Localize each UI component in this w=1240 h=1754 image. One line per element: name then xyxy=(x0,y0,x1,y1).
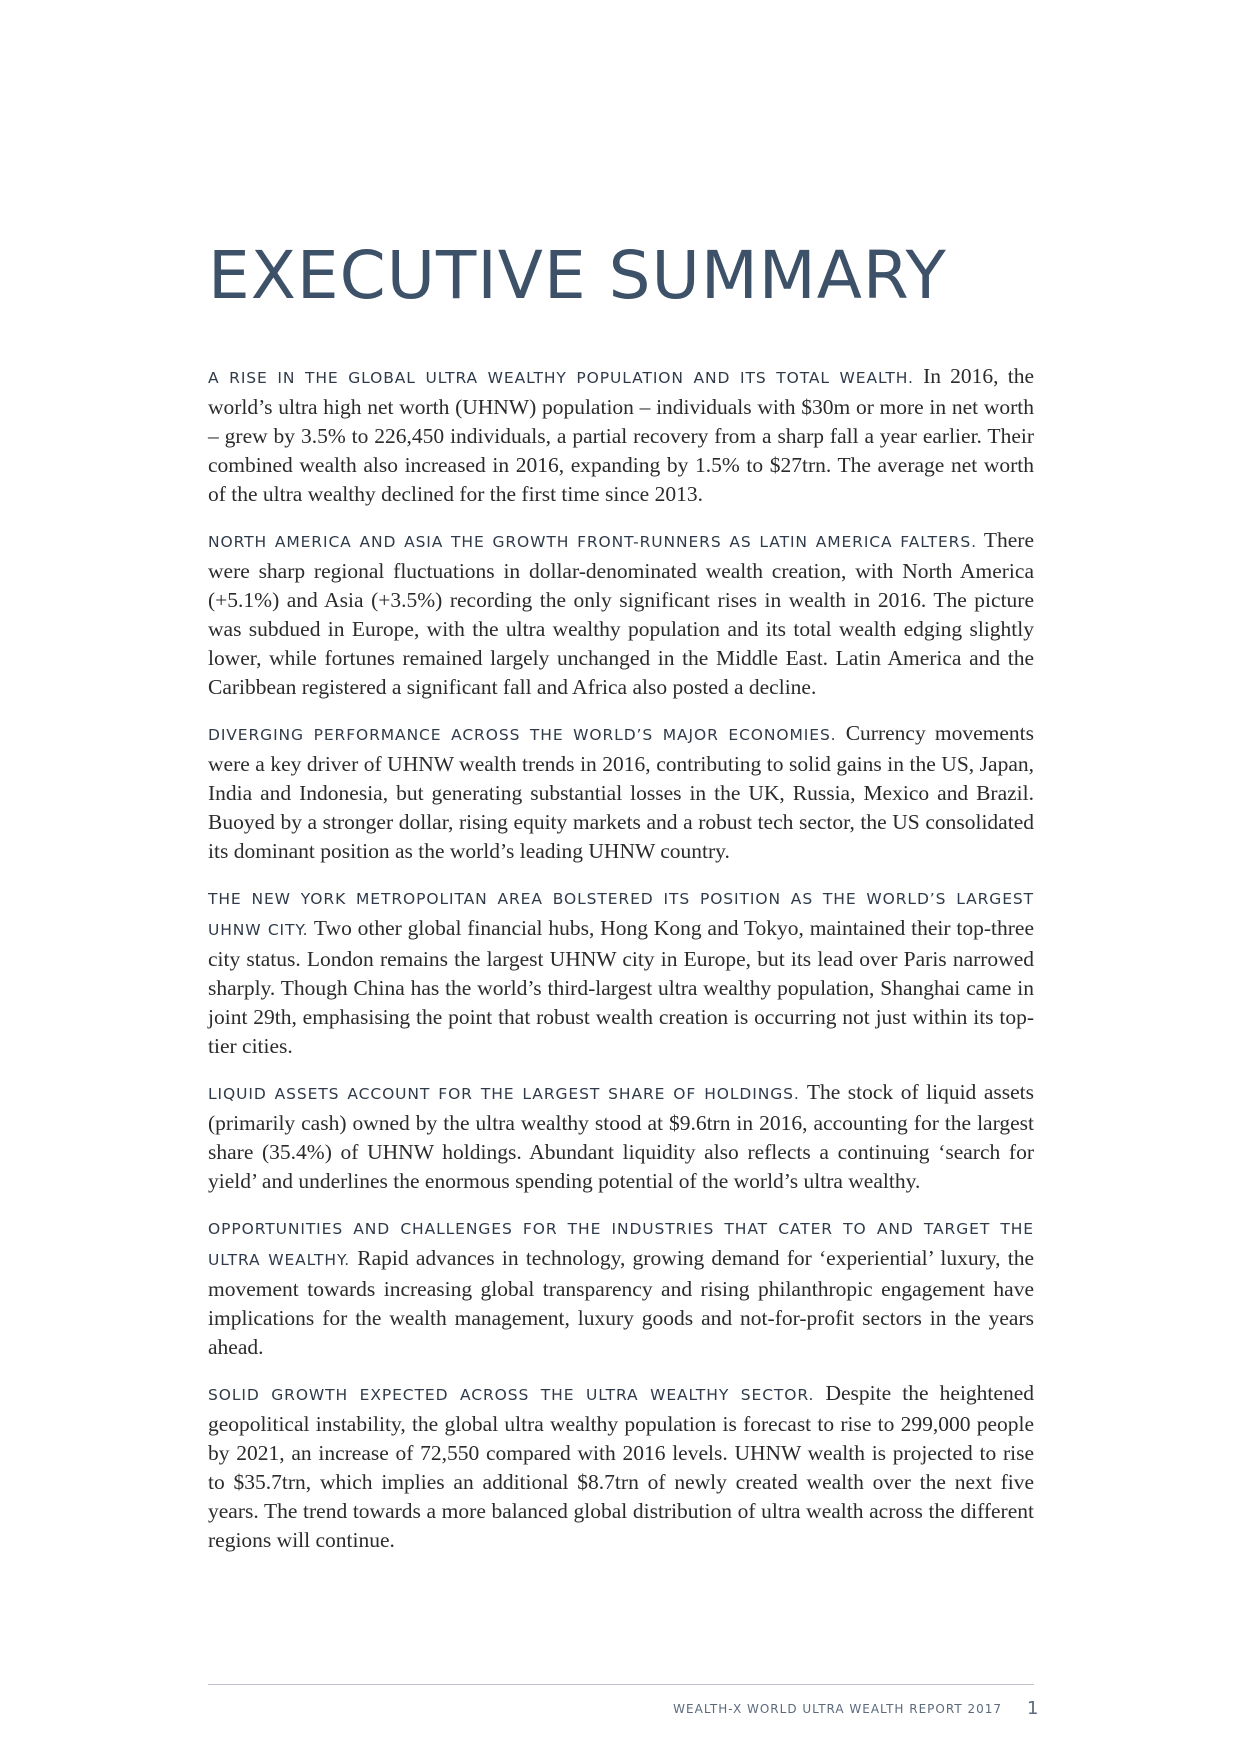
page-title: EXECUTIVE SUMMARY xyxy=(208,237,947,314)
summary-paragraph xyxy=(208,362,1034,509)
paragraph-lead: A RISE IN THE GLOBAL ULTRA WEALTHY POPULATION AND ITS TOTAL WEALTH. xyxy=(208,369,914,387)
summary-paragraph xyxy=(208,1078,1034,1196)
summary-paragraph xyxy=(208,719,1034,866)
paragraph-body: There were sharp regional fluctuations in dollar-denominated wealth creation, with North America (+5.1%) and Asia (+3.5%) recording the only significant rises in wealth in 2016. The picture was subdued in Europe, with the ultra wealthy population and its total wealth edging slightly lower, while fortunes remained largely unchanged in the Middle East. Latin America and the Caribbean registered a significant fall and Africa also posted a decline. xyxy=(208,528,1034,699)
paragraph-lead: THE NEW YORK METROPOLITAN AREA BOLSTERED ITS POSITION AS THE WORLD’S LARGEST UHNW CITY. xyxy=(208,890,1034,939)
footer-report-name: WEALTH-X WORLD ULTRA WEALTH REPORT 2017 xyxy=(673,1702,1002,1716)
paragraph-lead: LIQUID ASSETS ACCOUNT FOR THE LARGEST SHARE OF HOLDINGS. xyxy=(208,1085,800,1103)
paragraph-lead: DIVERGING PERFORMANCE ACROSS THE WORLD’S MAJOR ECONOMIES. xyxy=(208,726,837,744)
footer-divider xyxy=(208,1684,1034,1685)
paragraph-body: Despite the heightened geopolitical instability, the global ultra wealthy population is forecast to rise to 299,000 people by 2021, an increase of 72,550 compared with 2016 levels. UHNW wealth is projected to rise to $35.7trn, which implies an additional $8.7trn of newly created wealth over the next five years. The trend towards a more balanced global distribution of ultra wealth across the different regions will continue. xyxy=(208,1381,1034,1552)
summary-paragraph xyxy=(208,883,1034,1061)
summary-paragraph xyxy=(208,1213,1034,1362)
summary-content xyxy=(208,362,1034,1572)
paragraph-body: The stock of liquid assets (primarily cash) owned by the ultra wealthy stood at $9.6trn in 2016, accounting for the largest share (35.4%) of UHNW holdings. Abundant liquidity also reflects a continuing ‘search for yield’ and underlines the enormous spending potential of the world’s ultra wealthy. xyxy=(208,1080,1034,1193)
summary-paragraph xyxy=(208,1379,1034,1555)
paragraph-body: Currency movements were a key driver of UHNW wealth trends in 2016, contributing to solid gains in the US, Japan, India and Indonesia, but generating substantial losses in the UK, Russia, Mexico and Brazil. Buoyed by a stronger dollar, rising equity markets and a robust tech sector, the US consolidated its dominant position as the world’s leading UHNW country. xyxy=(208,721,1034,863)
summary-paragraph xyxy=(208,526,1034,702)
paragraph-lead: NORTH AMERICA AND ASIA THE GROWTH FRONT-RUNNERS AS LATIN AMERICA FALTERS. xyxy=(208,533,977,551)
paragraph-body: Rapid advances in technology, growing demand for ‘experiential’ luxury, the movement towards increasing global transparency and rising philanthropic engagement have implications for the wealth management, luxury goods and not-for-profit sectors in the years ahead. xyxy=(208,1246,1035,1359)
page-number: 1 xyxy=(1027,1698,1039,1719)
paragraph-lead: SOLID GROWTH EXPECTED ACROSS THE ULTRA WEALTHY SECTOR. xyxy=(208,1386,815,1404)
paragraph-lead: OPPORTUNITIES AND CHALLENGES FOR THE INDUSTRIES THAT CATER TO AND TARGET THE ULTRA WEALTHY. xyxy=(208,1220,1034,1269)
paragraph-body: In 2016, the world’s ultra high net worth (UHNW) population – individuals with $30m or more in net worth – grew by 3.5% to 226,450 individuals, a partial recovery from a sharp fall a year earlier. Their combined wealth also increased in 2016, expanding by 1.5% to $27trn. The average net worth of the ultra wealthy declined for the first time since 2013. xyxy=(208,364,1034,506)
paragraph-body: Two other global financial hubs, Hong Kong and Tokyo, maintained their top-three city status. London remains the largest UHNW city in Europe, but its lead over Paris narrowed sharply. Though China has the world’s third-largest ultra wealthy population, Shanghai came in joint 29th, emphasising the point that robust wealth creation is occurring not just within its top-tier cities. xyxy=(208,916,1034,1058)
